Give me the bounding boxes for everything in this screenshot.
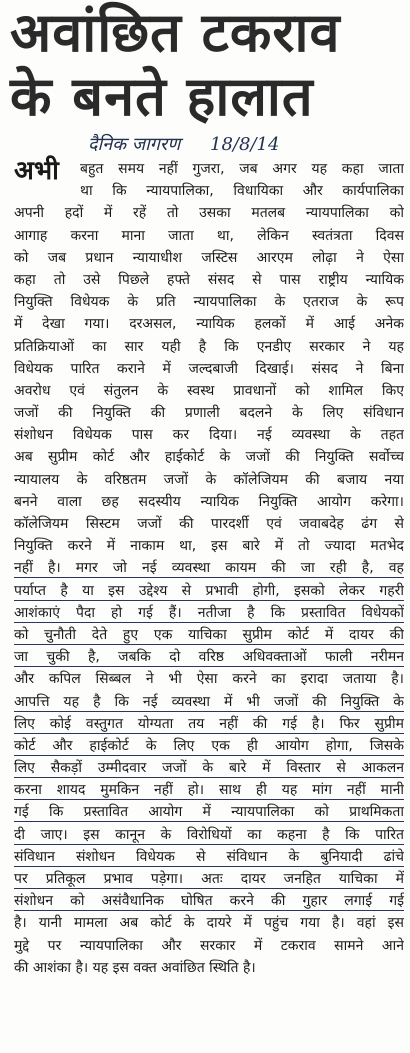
article-line <box>14 691 404 713</box>
dropcap: अभी <box>14 156 59 186</box>
article-line-text: आशंकाएं पैदा हो गई हैं। नतीजा है कि प्रस्तावित विधेयकों <box>14 604 404 621</box>
article-line-text: संविधान संशोधन विधेयक से संविधान के बुनियादी ढांचे <box>14 848 404 865</box>
article-line-text: कहा तो उसे पिछले हफ्ते संसद से पास राष्ट्रीय न्यायिक <box>14 271 404 288</box>
article-line-text: अवरोध एवं संतुलन के स्वस्थ प्रावधानों को शामिल किए <box>14 382 404 399</box>
article-line <box>14 535 404 557</box>
article-line-text: गई कि प्रस्तावित आयोग में न्यायपालिका को प्राथमिकता <box>14 804 404 821</box>
article-line-text: अब सुप्रीम कोर्ट और हाईकोर्ट के जजों की नियुक्ति सर्वोच्च <box>14 449 404 466</box>
article-line <box>14 225 404 247</box>
article-line-text: जजों की नियुक्ति की प्रणाली बदलने के लिए संविधान <box>14 405 404 422</box>
article-line <box>14 935 404 957</box>
article-line-text: था कि न्यायपालिका, विधायिका और कार्यपालिका <box>80 183 404 200</box>
article-line-text: लिए सैकड़ों उम्मीदवार जजों के बारे में विस्तार से आकलन <box>14 760 404 777</box>
article-line <box>14 513 404 535</box>
article-line-text: दी जाए। इस कानून के विरोधियों का कहना है कि पारित <box>14 826 404 843</box>
article-line-text: पर प्रतिकूल प्रभाव पड़ेगा। अतः दायर जनहित याचिका में <box>14 871 404 887</box>
article-body <box>14 158 404 979</box>
article-line-text: कोर्ट और हाईकोर्ट के लिए एक ही आयोग होगा, जिसके <box>14 737 404 754</box>
article-line <box>14 557 404 579</box>
article-line <box>14 824 404 846</box>
article-line-text: है। यानी मामला अब कोर्ट के दायरे में पहुंच गया है। वहां इस <box>14 915 404 932</box>
article-line <box>14 446 404 468</box>
article-line <box>14 202 404 224</box>
article-line-text: को चुनौती देते हुए एक याचिका सुप्रीम कोर्ट में दायर की <box>14 626 404 643</box>
article-line <box>14 801 404 823</box>
article-line-text: संशोधन को असंवैधानिक घोषित करने की गुहार लगाई गई <box>14 893 404 910</box>
article-line-text: और कपिल सिब्बल ने भी ऐसा करने का इरादा जताया है। <box>14 671 404 688</box>
article-line <box>14 402 404 424</box>
article-line-text: जा चुकी है, जबकि दो वरिष्ठ अधिवक्ताओं फाली नरीमन <box>14 649 404 666</box>
article-line-text: बनने वाला छह सदस्यीय न्यायिक नियुक्ति आयोग करेगा। <box>14 493 404 510</box>
article-line <box>14 624 404 646</box>
article-line-text: मुद्दे पर न्यायपालिका और सरकार में टकराव सामने आने <box>14 937 404 954</box>
article-line-text: लिए कोई वस्तुगत योग्यता तय नहीं की गई है। फिर सुप्रीम <box>14 715 404 732</box>
article-line <box>14 757 404 779</box>
article-line <box>14 602 404 624</box>
article-line <box>14 336 404 358</box>
article-line <box>14 380 404 402</box>
article-line <box>14 291 404 313</box>
headline-line-1: अवांछित टकराव <box>10 1 341 64</box>
article-line-text: न्यायालय के वरिष्ठतम जजों के कॉलेजियम की बजाय नया <box>14 471 404 488</box>
article-line <box>14 735 404 757</box>
article-line <box>14 890 404 912</box>
handwritten-date: 18/8/14 <box>210 134 280 155</box>
article-line-text: करना शायद मुमकिन नहीं हो। साथ ही यह मांग नहीं मानी <box>14 782 404 799</box>
article-line-text: बहुत समय नहीं गुजरा, जब अगर यह कहा जाता <box>80 161 404 177</box>
article-line <box>14 269 404 291</box>
article-line-text: की आशंका है। यह इस वक्त अवांछित स्थिति है। <box>14 959 256 976</box>
article-line-text: कॉलेजियम सिस्टम जजों की पारदर्शी एवं जवाबदेह ढंग से <box>14 516 404 532</box>
article-line <box>14 713 404 735</box>
headline-line-2: के बनते हालात <box>10 65 314 128</box>
article-line-text: आपत्ति यह है कि नई व्यवस्था में भी जजों की नियुक्ति के <box>14 693 404 710</box>
article-line <box>14 180 404 202</box>
article-line-text: प्रतिक्रियाओं का सार यही है कि एनडीए सरकार ने यह <box>14 338 404 355</box>
article-line <box>14 358 404 380</box>
article-line-text: में देखा गया। दरअसल, न्यायिक हलकों में आई अनेक <box>14 316 404 333</box>
article-line <box>14 668 404 690</box>
article-line <box>14 247 404 269</box>
article-line-text: नियुक्ति करने में नाकाम था, इस बारे में तो ज्यादा मतभेद <box>14 538 404 555</box>
article-line-text: आगाह करना माना जाता था, लेकिन स्वतंत्रता दिवस <box>14 227 404 244</box>
article-line <box>14 646 404 668</box>
article-line <box>14 957 404 979</box>
article-line-text: संशोधन विधेयक पास कर दिया। नई व्यवस्था के तहत <box>14 427 404 444</box>
article-line <box>14 491 404 513</box>
article-line <box>14 469 404 491</box>
article-line <box>14 912 404 934</box>
article-line-text: पर्याप्त है या इस उद्देश्य से प्रभावी होगी, इसको लेकर गहरी <box>14 582 404 599</box>
handwritten-source-note <box>88 132 279 156</box>
article-line <box>14 779 404 801</box>
handwritten-source: दैनिक जागरण <box>88 134 181 155</box>
article-line-text: नियुक्ति विधेयक के प्रति न्यायपालिका के एतराज के रूप <box>14 294 404 311</box>
article-line-text: विधेयक पारित कराने में जल्दबाजी दिखाई। संसद ने बिना <box>14 360 404 377</box>
article-line-text: अपनी हदों में रहें तो उसका मतलब न्यायपालिका को <box>14 205 404 222</box>
article-line-text: नहीं है। मगर जो नई व्यवस्था कायम की जा रही है, वह <box>14 560 404 577</box>
article-line <box>14 313 404 335</box>
article-line <box>14 580 404 602</box>
article-line <box>14 868 404 890</box>
article-line <box>14 158 404 180</box>
article-line-text: को जब प्रधान न्यायाधीश जस्टिस आरएम लोढ़ा ने ऐसा <box>14 249 404 266</box>
article-line <box>14 846 404 868</box>
article-line <box>14 424 404 446</box>
